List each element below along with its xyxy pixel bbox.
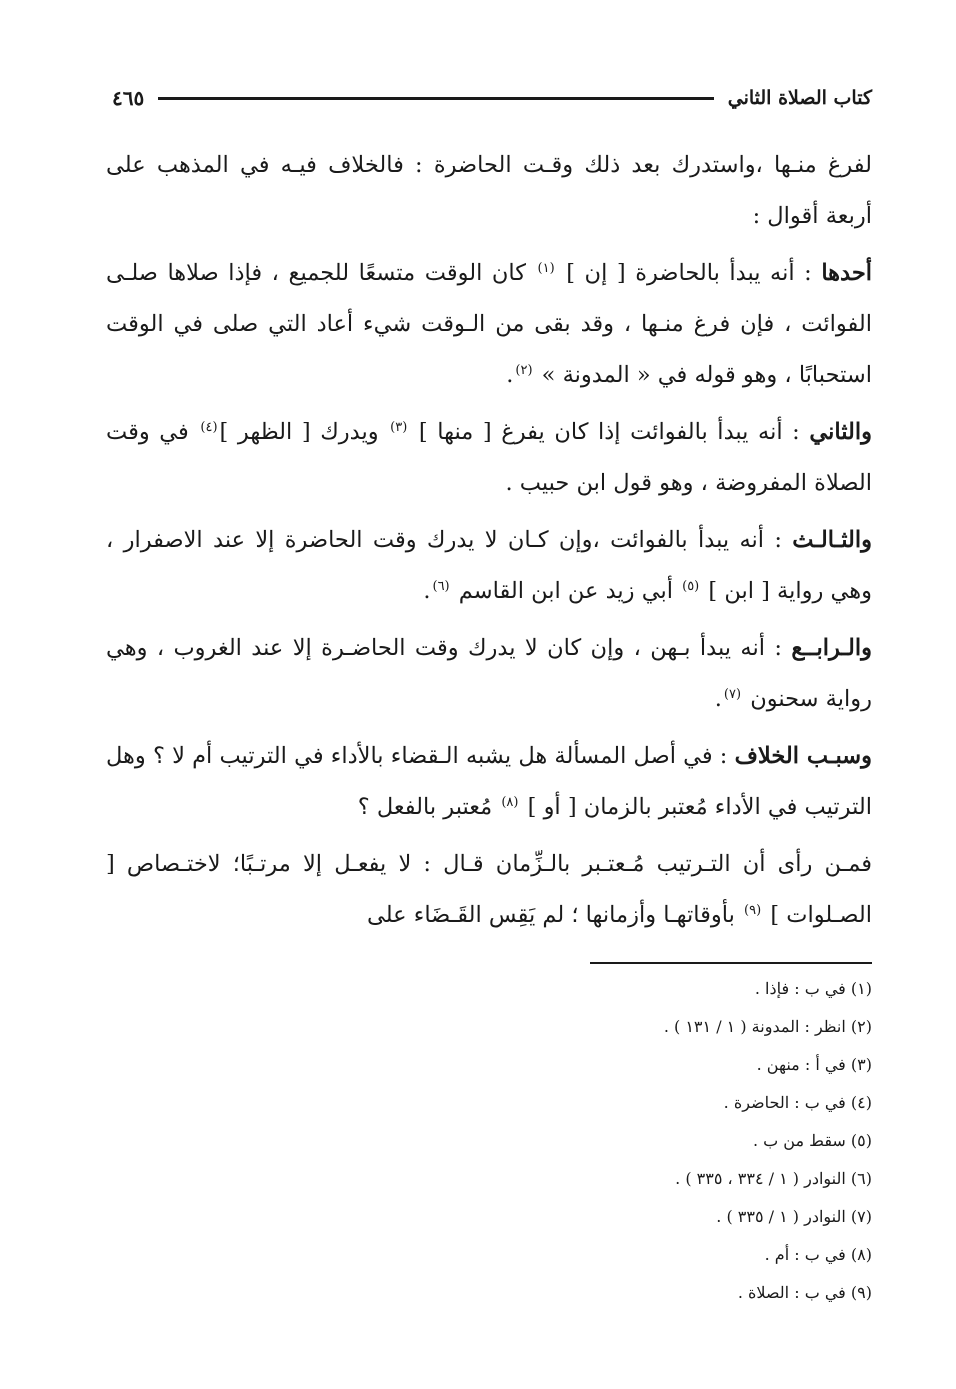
page-number: ٤٦٥ [112, 86, 145, 110]
paragraph-lead: والـرابــع [791, 635, 872, 661]
paragraph-text: بأوقاتهـا وأزمانها ؛ لم يَقِس القَـضَاء على [366, 902, 743, 928]
paragraph-lead: والثـالـث [792, 527, 872, 553]
footnote-reference: (٦) [432, 578, 450, 594]
footnote-item: (٨) في ب : أم . [764, 1245, 872, 1264]
footnote-item: (٩) في ب : الصلاة . [737, 1283, 872, 1302]
paragraph-text: لفرغ منـها ،واستدرك بعد ذلك وقـت الحاضرة : فالخلاف فيـه في المذهب على أربعة أقوال : [106, 152, 872, 229]
footnote-reference: (٨) [501, 794, 519, 810]
footnote-reference: (٢) [515, 362, 533, 378]
footnote-item: (٧) النوادر ( ١ / ٣٣٥ ) . [716, 1207, 872, 1226]
paragraph-text: : أنه يبدأ بـهن ، وإن كان لا يدرك وقت الحاضـرة إلا عند الغروب ، وهي رواية سحنون [106, 635, 872, 712]
paragraph-text: كان الوقت متسعًا للجميع ، فإذا صلاها صلـى الفوائت ، فإن فرغ منـها ، وقد بقى من الـوقت شيء أعاد التي صلى في الوقت استحبابًا ، وهو قوله في « المدونة » [106, 260, 872, 388]
footnote-reference: (٧) [723, 686, 742, 702]
paragraph-text: : في أصل المسألة هل يشبه الـقضاء بالأداء في الترتيب أم لا ؟ وهل الترتيب في الأداء مُعتبر بالزمان [ أو ] [106, 743, 872, 820]
paragraph-text: مُعتبر بالفعل ؟ [357, 794, 500, 820]
footnote-reference: (٣) [390, 419, 408, 435]
paragraph-text: ويدرك [ الظهر ] [219, 419, 389, 445]
paragraph-third-opinion [106, 515, 872, 617]
footnote-item: (٢) انظر : المدونة ( ١ / ١٣١ ) . [663, 1017, 872, 1036]
header-rule [158, 97, 714, 100]
paragraph-text: في وقت الصلاة المفروضة ، وهو قول ابن حبيب . [106, 419, 872, 496]
footnote-reference: (٥) [682, 578, 700, 594]
footnotes [372, 970, 872, 1312]
paragraph-cause-of-dispute [106, 731, 872, 833]
footnote-item: (٤) في ب : الحاضرة . [723, 1093, 872, 1112]
paragraph-lead: والثاني [809, 419, 872, 445]
paragraph-text: . [506, 362, 514, 388]
paragraph-text: . [714, 686, 722, 712]
paragraph-text: : أنه يبدأ بالحاضرة [ إن ] [556, 260, 822, 286]
footnote-reference: (١) [537, 260, 555, 276]
paragraph-text: : أنه يبدأ بالفوائت ،وإن كـان لا يدرك وقت الحاضرة إلا عند الاصفرار ، وهي رواية [ ابن ] [106, 527, 872, 604]
paragraph-text: : أنه يبدأ بالفوائت إذا كان يفرغ [ منها ] [409, 419, 810, 445]
footnote-separator [590, 962, 872, 964]
footnote-reference: (٩) [744, 902, 762, 918]
footnote-reference: (٤) [200, 419, 218, 435]
page-header [112, 78, 872, 118]
footnote-item: (٥) سقط من ب . [752, 1131, 872, 1150]
paragraph-lead: أحدها [821, 260, 873, 286]
paragraph-intro [106, 140, 872, 242]
running-title: كتاب الصلاة الثاني [727, 87, 872, 109]
paragraph-lead: وسبـب الخلاف [734, 743, 873, 769]
main-text [106, 140, 872, 947]
footnote-item: (٦) النوادر ( ١ / ٣٣٤ ، ٣٣٥ ) . [675, 1169, 872, 1188]
paragraph-text: . [423, 578, 431, 604]
paragraph-fourth-opinion [106, 623, 872, 725]
paragraph-text: فمـن رأى أن التـرتيب مُـعتـبر بالـزِّمان قـال : لا يفعـل إلا مرتـبًا؛ لاختـصاص [ الصـلوات ] [106, 851, 872, 928]
footnote-item: (١) في ب : فإذا . [754, 979, 872, 998]
paragraph-first-opinion [106, 248, 872, 401]
footnote-item: (٣) في أ : منهن . [756, 1055, 872, 1074]
paragraph-second-opinion [106, 407, 872, 509]
paragraph-text: أبي زيد عن ابن القاسم [451, 578, 681, 604]
paragraph-reasoning [106, 839, 872, 941]
